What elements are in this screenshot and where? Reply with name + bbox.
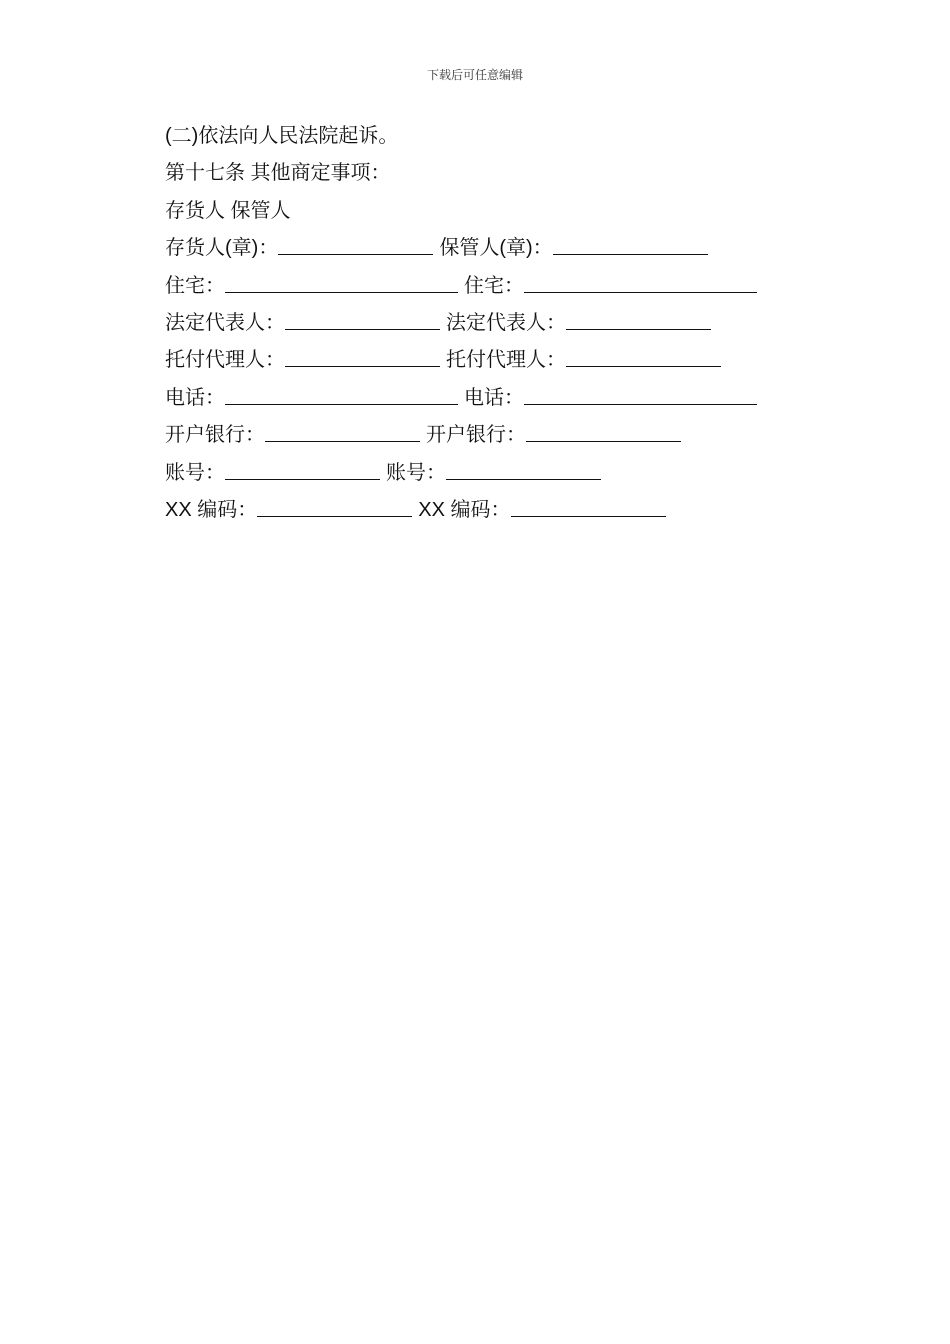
custodian-phone-label: 电话： xyxy=(464,386,524,409)
custodian-agent-label: 托付代理人： xyxy=(446,349,566,372)
seal-row xyxy=(165,230,805,267)
depositor-agent-blank[interactable] xyxy=(285,348,440,367)
custodian-bank-blank[interactable] xyxy=(526,423,681,442)
depositor-phone-label: 电话： xyxy=(165,386,225,409)
legal-rep-row xyxy=(165,305,805,342)
custodian-code-label: XX 编码： xyxy=(418,498,511,521)
parties-line: 存货人 保管人 xyxy=(165,199,291,222)
phone-row xyxy=(165,380,805,417)
depositor-code-label: XX 编码： xyxy=(165,498,258,521)
custodian-bank-label: 开户银行： xyxy=(426,424,526,447)
depositor-account-label: 账号： xyxy=(165,461,225,484)
custodian-account-blank[interactable] xyxy=(446,461,601,480)
depositor-residence-label: 住宅： xyxy=(165,274,225,297)
clause-item: (二)依法向人民法院起诉。 xyxy=(165,125,399,147)
code-row xyxy=(165,492,805,529)
depositor-bank-blank[interactable] xyxy=(265,423,420,442)
depositor-legal-rep-label: 法定代表人： xyxy=(165,311,285,334)
page-header: 下载后可任意编辑 xyxy=(426,68,523,82)
document-body xyxy=(165,118,805,529)
custodian-seal-blank[interactable] xyxy=(553,236,708,255)
agent-row xyxy=(165,342,805,379)
account-row xyxy=(165,455,805,492)
custodian-seal-label: 保管人(章)： xyxy=(439,237,553,260)
article-17-heading: 第十七条 其他商定事项： xyxy=(165,162,391,185)
depositor-seal-blank[interactable] xyxy=(278,236,433,255)
custodian-phone-blank[interactable] xyxy=(524,386,757,405)
residence-row xyxy=(165,268,805,305)
depositor-account-blank[interactable] xyxy=(225,461,380,480)
custodian-residence-label: 住宅： xyxy=(464,274,524,297)
depositor-phone-blank[interactable] xyxy=(225,386,458,405)
custodian-legal-rep-label: 法定代表人： xyxy=(446,311,566,334)
custodian-account-label: 账号： xyxy=(386,461,446,484)
depositor-code-blank[interactable] xyxy=(257,498,412,517)
depositor-legal-rep-blank[interactable] xyxy=(285,311,440,330)
depositor-seal-label: 存货人(章)： xyxy=(165,237,279,260)
custodian-legal-rep-blank[interactable] xyxy=(566,311,711,330)
custodian-agent-blank[interactable] xyxy=(566,348,721,367)
depositor-residence-blank[interactable] xyxy=(225,274,458,293)
depositor-agent-label: 托付代理人： xyxy=(165,349,285,372)
custodian-residence-blank[interactable] xyxy=(524,274,757,293)
depositor-bank-label: 开户银行： xyxy=(165,424,265,447)
bank-row xyxy=(165,417,805,454)
custodian-code-blank[interactable] xyxy=(511,498,666,517)
